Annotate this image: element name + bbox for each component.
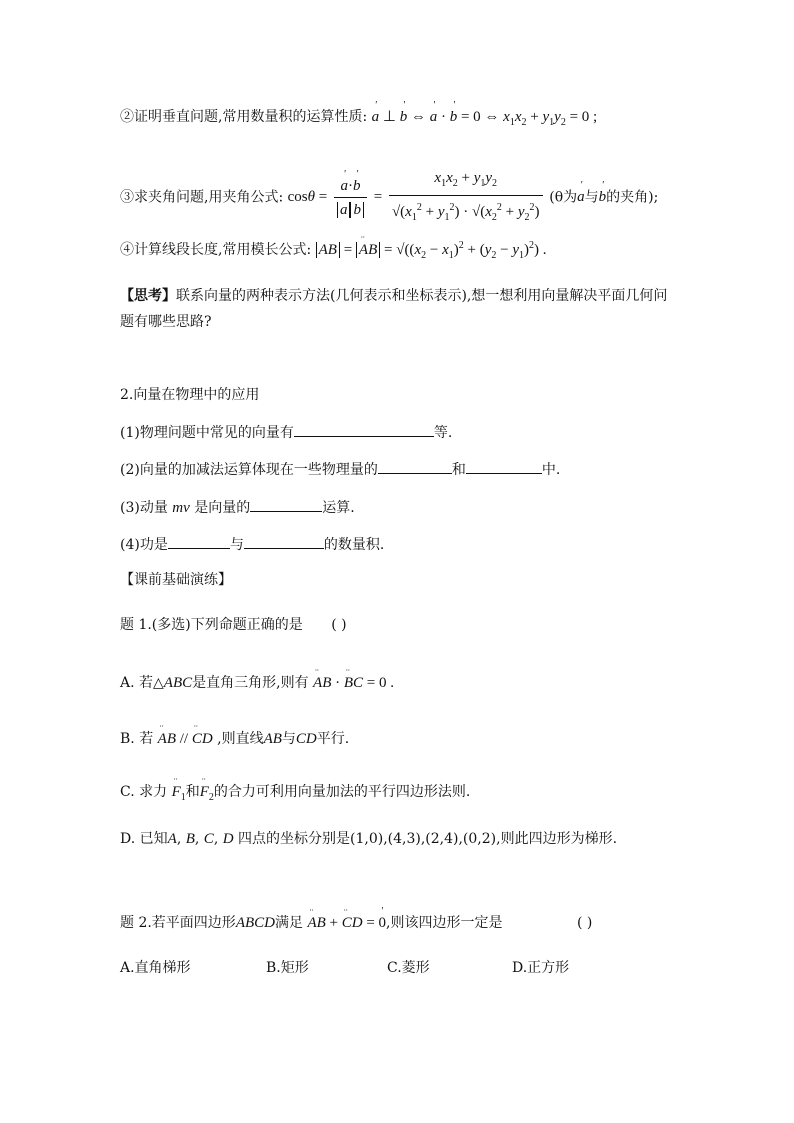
- blank[interactable]: [294, 422, 434, 437]
- physics-q4: (4)功是 与 的数量积.: [120, 534, 384, 555]
- item-length: ④计算线段长度,常用模长公式: AB = ʿʿ AB = $√((x_2 - x_1)^2 + (y_2 - y_1)^2)$ .: [120, 236, 547, 266]
- q2-option-b: B.矩形: [266, 960, 309, 976]
- physics-q2: (2)向量的加减法运算体现在一些物理量的 和 中.: [120, 459, 560, 480]
- formula-cos: cosθ = ' $\frac{a\cdot' b}{\text{a b}}$ = $\frac{x_1x_2 + y_1y_2}{√(x_1^2 + y_1^2) \cdot √(x_2^2 + y_2^2)}$: [288, 189, 550, 205]
- blank[interactable]: [378, 459, 452, 474]
- option-c: C. 求力 ʿʿ $F_1$和ʿʿ $F_2$的合力可利用向量加法的平行四边形法则.: [120, 782, 470, 808]
- section-title: 2.向量在物理中的应用: [120, 387, 260, 403]
- blank[interactable]: [466, 459, 542, 474]
- physics-q3: (3)动量 mv 是向量的 运算.: [120, 497, 355, 518]
- option-a: A. 若△ABC是直角三角形,则有 ʿʿ AB · ʿʿ BC = 0 .: [120, 673, 394, 693]
- practice-heading: 【课前基础演练】: [120, 572, 232, 588]
- physics-q1: (1)物理问题中常见的向量有 等.: [120, 422, 452, 443]
- blank[interactable]: [250, 497, 322, 512]
- option-b: B. 若 ʿʿ AB // ʿʿ CD ,则直线AB与CD平行.: [120, 729, 349, 749]
- question-1: 题 1.(多选)下列命题正确的是 ( ): [120, 617, 347, 633]
- think-line-2: 题有哪些思路?: [120, 314, 212, 330]
- q2-option-c: C.菱形: [387, 960, 430, 976]
- formula-length: AB = ʿʿ AB = $√((x_2 - x_1)^2 + (y_2 - y_1)^2)$ .: [316, 242, 547, 258]
- think-line-1: 【思考】联系向量的两种表示方法(几何表示和坐标表示),想一想利用向量解决平面几何问: [120, 288, 668, 304]
- blank[interactable]: [168, 534, 230, 549]
- blank[interactable]: [244, 534, 324, 549]
- question-2: 题 2.若平面四边形ABCD满足 ʿʿ AB + ʿʿ CD = ' 0,则该四边形一定是 ( ): [120, 913, 592, 933]
- item-angle: ③求夹角问题,用夹角公式: cosθ = ' $\frac{a\cdot' b}{\text{a b}}$ = $\frac{x_1x_2 + y_1y_2}{√(x_1^2 + y_1^2) \cdot √(x_2^2 + y_2^2)}$ (θ为' a与' b的夹角);: [120, 168, 658, 228]
- q2-option-d: D.正方形: [512, 960, 570, 976]
- option-d: D. 已知A, B, C, D 四点的坐标分别是(1,0),(4,3),(2,4),(0,2),则此四边形为梯形.: [120, 831, 618, 847]
- q2-option-a: A.直角梯形: [120, 960, 191, 976]
- formula-perpendicular: ' a ⊥ ' b ⇔ ' a · ' b = 0 ⇔ $x_1x_2 + y_1y_2 = 0$ ;: [372, 109, 598, 125]
- item-perpendicular: ②证明垂直问题,常用数量积的运算性质: ' a ⊥ ' b ⇔ ' a · ' b = 0 ⇔ $x_1x_2 + y_1y_2 = 0$ ;: [120, 107, 597, 133]
